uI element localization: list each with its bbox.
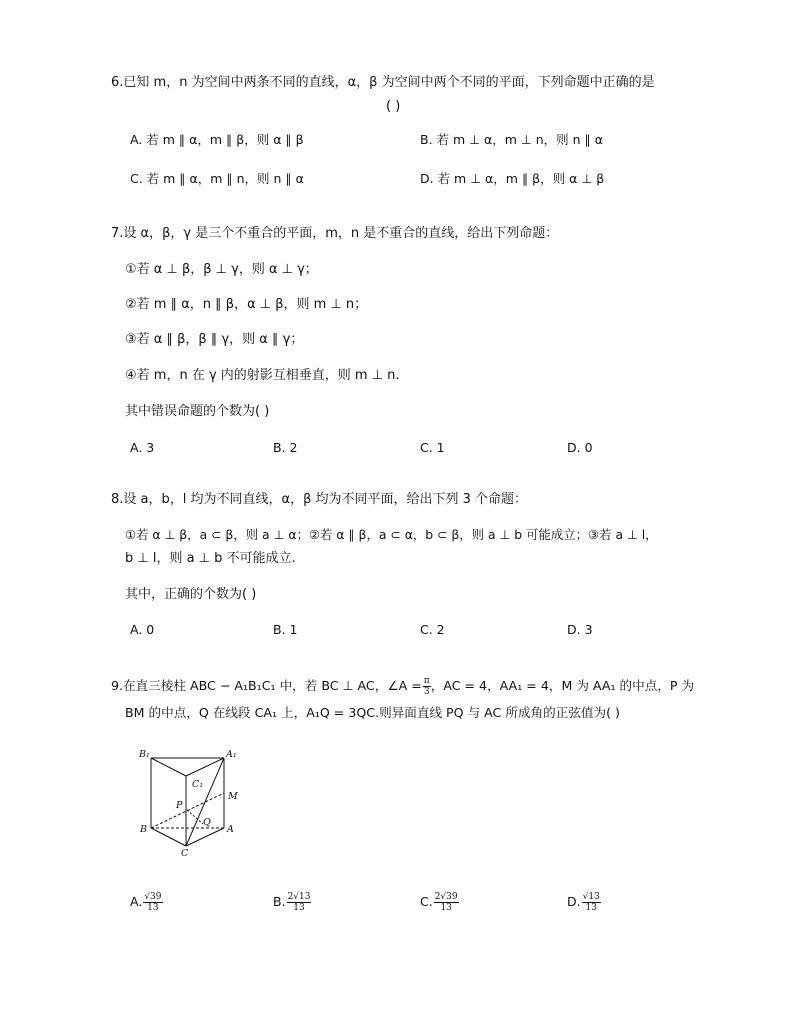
q9-stem-line2: BM 的中点，Q 在线段 CA₁ 上，A₁Q = 3QC.则异面直线 PQ 与 AC 所成角的正弦值为( ) <box>125 705 620 720</box>
q7-option-d: D. 0 <box>567 440 593 455</box>
q8-option-b: B. 1 <box>273 622 298 637</box>
label-b1: B₁ <box>139 749 150 760</box>
fraction-numerator: 2√39 <box>434 892 458 902</box>
option-fraction <box>582 892 601 913</box>
fraction-denominator: 13 <box>585 903 597 913</box>
q9-option-c <box>420 892 459 913</box>
fraction-denominator: 13 <box>440 903 452 913</box>
segment-c-a1 <box>186 758 224 846</box>
q7-statement-4: ④若 m，n 在 γ 内的射影互相垂直，则 m ⊥ n. <box>125 368 400 383</box>
fraction-denominator: 13 <box>293 903 305 913</box>
fraction-numerator: √39 <box>144 892 162 902</box>
q9-option-a <box>130 892 163 913</box>
option-letter: A. <box>130 894 143 909</box>
q8-stem: 8.设 a，b，l 均为不同直线，α，β 均为不同平面，给出下列 3 个命题： <box>111 492 528 507</box>
edge-c-a <box>186 828 224 846</box>
option-letter: B. <box>273 894 286 909</box>
fraction-denominator: 13 <box>147 903 159 913</box>
q7-statement-1: ①若 α ⊥ β，β ⊥ γ，则 α ⊥ γ； <box>125 262 318 277</box>
q8-statements-line2: b ⊥ l，则 a ⊥ b 不可能成立. <box>125 551 296 566</box>
q6-option-b: B. 若 m ⊥ α，m ⊥ n，则 n ∥ α <box>420 132 604 147</box>
q6-option-d: D. 若 m ⊥ α，m ∥ β，则 α ⊥ β <box>420 171 605 186</box>
fraction-numerator: π <box>423 676 430 686</box>
q7-statement-3: ③若 α ∥ β，β ∥ γ，则 α ∥ γ； <box>125 332 304 347</box>
q7-stem: 7.设 α，β，γ 是三个不重合的平面，m，n 是不重合的直线，给出下列命题： <box>111 226 559 241</box>
label-c1: C₁ <box>192 779 204 790</box>
q7-option-b: B. 2 <box>273 440 298 455</box>
label-p: P <box>176 800 183 811</box>
option-fraction <box>434 892 459 913</box>
q8-option-c: C. 2 <box>420 622 445 637</box>
label-q: Q <box>203 817 211 828</box>
option-fraction <box>287 892 312 913</box>
fraction-denominator: 3 <box>423 687 430 697</box>
q9-stem-line1-end: ，AC = 4，AA₁ = 4，M 为 AA₁ 的中点，P 为 <box>430 678 695 693</box>
option-letter: C. <box>420 894 433 909</box>
prism-figure <box>136 748 256 858</box>
option-letter: D. <box>567 894 581 909</box>
q9-option-d <box>567 892 601 913</box>
pi-over-3-fraction <box>423 676 431 697</box>
q7-option-a: A. 3 <box>130 440 155 455</box>
edge-b1-c1 <box>151 758 186 776</box>
label-m: M <box>228 791 238 802</box>
q8-option-a: A. 0 <box>130 622 155 637</box>
q9-option-b <box>273 892 311 913</box>
label-a1: A₁ <box>226 749 237 760</box>
q9-stem-line1-start: 9.在直三棱柱 ABC − A₁B₁C₁ 中，若 BC ⊥ AC，∠A = <box>111 678 422 693</box>
fraction-numerator: √13 <box>582 892 600 902</box>
edge-c1-a1 <box>186 758 224 776</box>
q7-statement-2: ②若 m ∥ α，n ∥ β，α ⊥ β，则 m ⊥ n； <box>125 297 368 312</box>
edge-b-c <box>151 828 186 846</box>
fraction-numerator: 2√13 <box>287 892 311 902</box>
q6-option-c: C. 若 m ∥ α，m ∥ n，则 n ∥ α <box>130 171 304 186</box>
label-b: B <box>140 824 147 835</box>
label-c: C <box>181 848 189 858</box>
q7-option-c: C. 1 <box>420 440 445 455</box>
q9-stem-line1 <box>111 676 694 697</box>
q7-question: 其中错误命题的个数为( ) <box>125 404 270 419</box>
option-fraction <box>143 892 162 913</box>
q6-option-a: A. 若 m ∥ α，m ∥ β，则 α ∥ β <box>130 132 304 147</box>
q6-stem: 6.已知 m，n 为空间中两条不同的直线，α，β 为空间中两个不同的平面，下列命题中正确的是 <box>111 75 655 90</box>
label-a: A <box>227 824 234 835</box>
q8-option-d: D. 3 <box>567 622 593 637</box>
q8-question: 其中，正确的个数为( ) <box>125 587 257 602</box>
q8-statements-line1: ①若 α ⊥ β，a ⊂ β，则 a ⊥ α；②若 α ∥ β，a ⊂ α，b ⊂ β，则 a ⊥ b 可能成立；③若 a ⊥ l， <box>125 527 658 542</box>
q6-answer-paren: ( ) <box>386 99 401 114</box>
